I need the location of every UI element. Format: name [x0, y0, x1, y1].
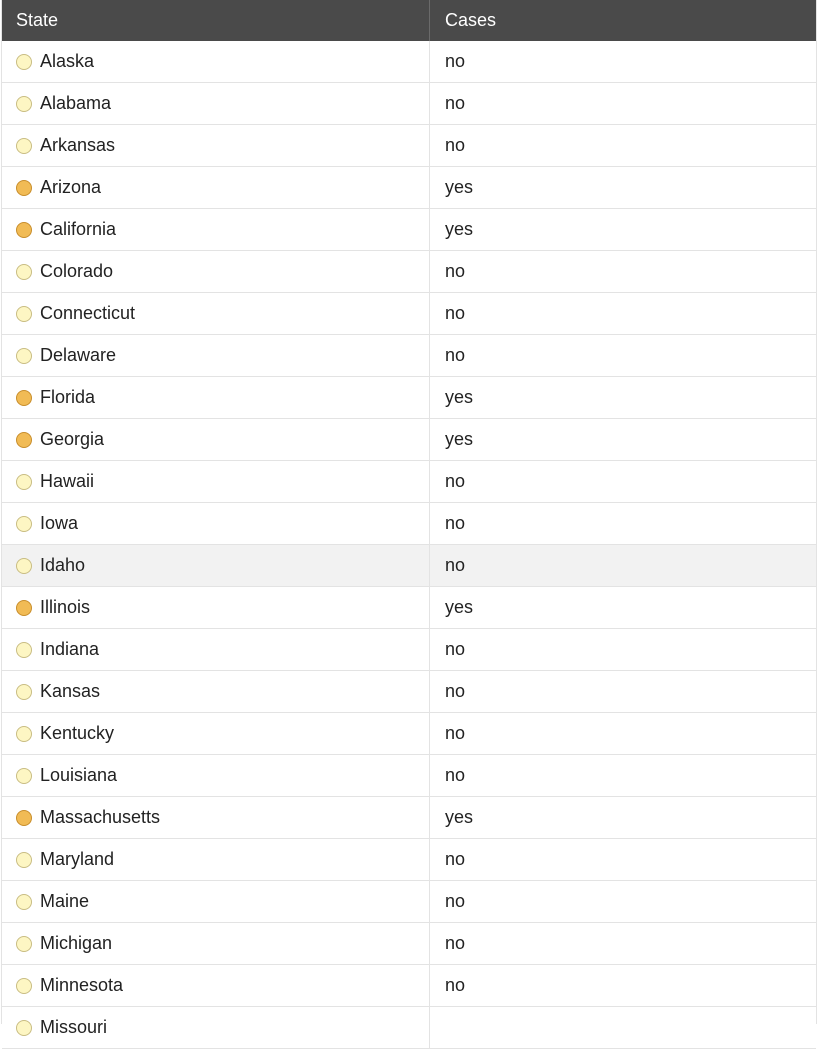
status-dot-icon: [16, 474, 32, 490]
status-dot-icon: [16, 306, 32, 322]
state-cell: [2, 671, 430, 712]
cases-cell: no: [445, 471, 466, 491]
cases-cell: yes: [445, 219, 474, 239]
table-row[interactable]: [2, 335, 816, 377]
cases-cell: yes: [445, 387, 474, 407]
status-dot-icon: [16, 348, 32, 364]
state-name: Connecticut: [40, 303, 136, 323]
table-row[interactable]: [2, 587, 816, 629]
state-name: Hawaii: [40, 471, 95, 491]
table-row[interactable]: [2, 209, 816, 251]
state-cell: [2, 587, 430, 628]
table-row[interactable]: [2, 251, 816, 293]
state-cell: [2, 167, 430, 208]
state-name: Iowa: [40, 513, 79, 533]
cases-cell: no: [445, 933, 466, 953]
state-name: Kentucky: [40, 723, 115, 743]
state-name: Missouri: [40, 1017, 108, 1037]
table-row[interactable]: [2, 83, 816, 125]
cases-cell: no: [445, 765, 466, 785]
status-dot-icon: [16, 894, 32, 910]
state-cell: [2, 629, 430, 670]
status-dot-icon: [16, 768, 32, 784]
state-name: Maryland: [40, 849, 115, 869]
table-row[interactable]: [2, 167, 816, 209]
state-cell: [2, 461, 430, 502]
state-name: Florida: [40, 387, 96, 407]
table-row[interactable]: [2, 839, 816, 881]
status-dot-icon: [16, 222, 32, 238]
cases-cell: no: [445, 303, 466, 323]
cases-cell: no: [445, 555, 466, 575]
table-row[interactable]: [2, 125, 816, 167]
cases-cell: no: [445, 261, 466, 281]
status-dot-icon: [16, 96, 32, 112]
state-name: Alaska: [40, 51, 95, 71]
table-row[interactable]: [2, 923, 816, 965]
status-dot-icon: [16, 852, 32, 868]
table-row[interactable]: [2, 377, 816, 419]
state-cell: [2, 293, 430, 334]
state-cell: [2, 839, 430, 880]
status-dot-icon: [16, 936, 32, 952]
status-dot-icon: [16, 684, 32, 700]
table-row[interactable]: [2, 797, 816, 839]
state-name: Colorado: [40, 261, 114, 281]
state-cell: [2, 713, 430, 754]
cases-cell: yes: [445, 177, 474, 197]
table-row[interactable]: [2, 503, 816, 545]
state-cell: [2, 335, 430, 376]
status-dot-icon: [16, 600, 32, 616]
state-name: Michigan: [40, 933, 113, 953]
state-cell: [2, 965, 430, 1006]
status-dot-icon: [16, 978, 32, 994]
state-name: Indiana: [40, 639, 100, 659]
cases-cell: yes: [445, 807, 474, 827]
status-dot-icon: [16, 180, 32, 196]
table-header: [2, 0, 816, 41]
cases-cell: no: [445, 51, 466, 71]
state-cell: [2, 1007, 430, 1048]
cases-cell: no: [445, 345, 466, 365]
state-name: Idaho: [40, 555, 86, 575]
table-row[interactable]: [2, 419, 816, 461]
state-name: Alabama: [40, 93, 112, 113]
table-row[interactable]: [2, 671, 816, 713]
cases-cell: no: [445, 135, 466, 155]
table-row[interactable]: [2, 629, 816, 671]
state-cell: [2, 881, 430, 922]
cases-cell: no: [445, 93, 466, 113]
cases-cell: no: [445, 681, 466, 701]
cases-cell: yes: [445, 597, 474, 617]
state-name: Arkansas: [40, 135, 116, 155]
cases-cell: no: [445, 723, 466, 743]
state-name: Kansas: [40, 681, 101, 701]
table-row[interactable]: [2, 545, 816, 587]
state-name: Arizona: [40, 177, 102, 197]
status-dot-icon: [16, 432, 32, 448]
status-dot-icon: [16, 264, 32, 280]
table-row[interactable]: [2, 713, 816, 755]
state-cell: [2, 41, 430, 82]
state-cell: [2, 377, 430, 418]
column-header-state[interactable]: State: [2, 0, 430, 41]
table-row[interactable]: [2, 965, 816, 1007]
table-body: [2, 41, 816, 1049]
status-dot-icon: [16, 516, 32, 532]
state-name: Georgia: [40, 429, 105, 449]
state-name: Delaware: [40, 345, 117, 365]
state-cell: [2, 503, 430, 544]
state-name: Massachusetts: [40, 807, 161, 827]
cases-cell: no: [445, 849, 466, 869]
state-cell: [2, 797, 430, 838]
table-row[interactable]: [2, 293, 816, 335]
state-name: Minnesota: [40, 975, 124, 995]
status-dot-icon: [16, 558, 32, 574]
status-dot-icon: [16, 390, 32, 406]
status-dot-icon: [16, 642, 32, 658]
state-name: Illinois: [40, 597, 91, 617]
state-cell: [2, 209, 430, 250]
cases-cell: no: [445, 513, 466, 533]
status-dot-icon: [16, 138, 32, 154]
table-row[interactable]: [2, 881, 816, 923]
state-name: Maine: [40, 891, 90, 911]
state-name: California: [40, 219, 117, 239]
cases-cell: no: [445, 975, 466, 995]
cases-cell: no: [445, 639, 466, 659]
status-dot-icon: [16, 1020, 32, 1036]
cases-cell: no: [445, 891, 466, 911]
state-cell: [2, 419, 430, 460]
state-name: Louisiana: [40, 765, 118, 785]
state-cell: [2, 83, 430, 124]
state-cell: [2, 545, 430, 586]
table-row[interactable]: [2, 755, 816, 797]
status-dot-icon: [16, 726, 32, 742]
state-cell: [2, 251, 430, 292]
state-cell: [2, 923, 430, 964]
cases-table: [1, 0, 817, 1037]
table-row[interactable]: [2, 461, 816, 503]
table-row[interactable]: [2, 41, 816, 83]
status-dot-icon: [16, 810, 32, 826]
column-header-cases[interactable]: Cases: [445, 10, 497, 30]
state-cell: [2, 125, 430, 166]
status-dot-icon: [16, 54, 32, 70]
state-cell: [2, 755, 430, 796]
cases-cell: [430, 1007, 816, 1048]
table-row[interactable]: [2, 1007, 816, 1049]
cases-cell: yes: [445, 429, 474, 449]
